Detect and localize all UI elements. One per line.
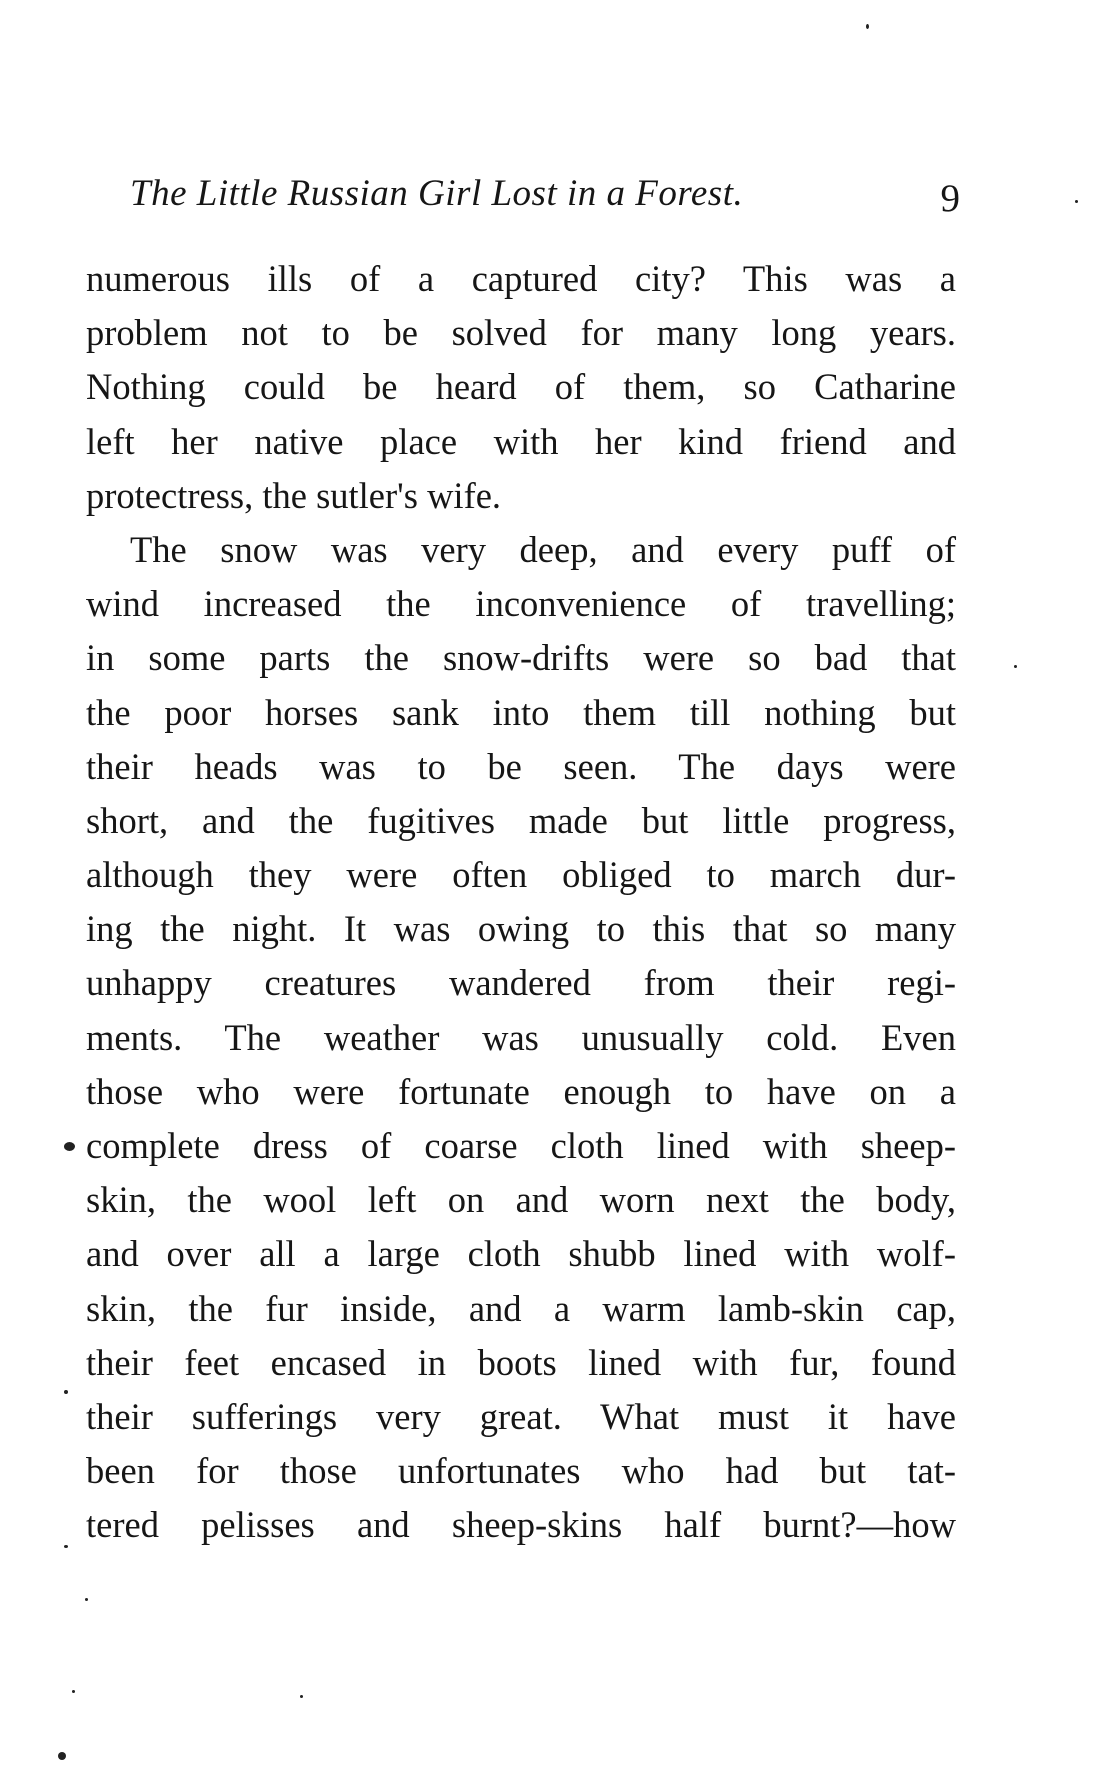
text-line: complete dress of coarse cloth lined with sheep- — [86, 1125, 956, 1166]
scan-speck — [866, 24, 869, 29]
text-line: their heads was to be seen. The days were — [86, 745, 956, 787]
scan-speck — [58, 1752, 66, 1760]
scan-speck — [64, 1545, 68, 1548]
text-line: their feet encased in boots lined with fur, found — [86, 1341, 956, 1383]
page-number: 9 — [940, 177, 960, 220]
text-line: wind increased the inconvenience of travelling; — [86, 583, 956, 625]
text-line: ing the night. It was owing to this that so many — [86, 908, 956, 950]
text-line: although they were often obliged to march dur- — [86, 854, 956, 896]
scan-speck — [85, 1598, 88, 1601]
scan-speck — [72, 1690, 75, 1693]
running-head — [130, 172, 960, 222]
text-line: their sufferings very great. What must it have — [86, 1395, 956, 1437]
text-line: problem not to be solved for many long years. — [86, 312, 956, 354]
text-line: The snow was very deep, and every puff of — [130, 528, 956, 570]
body-text — [86, 252, 956, 1553]
scan-speck — [64, 1390, 68, 1394]
scan-speck — [1014, 665, 1017, 668]
text-line: skin, the wool left on and worn next the body, — [86, 1179, 956, 1221]
text-line: those who were fortunate enough to have on a — [86, 1070, 956, 1112]
text-line: left her native place with her kind friend and — [86, 420, 956, 462]
text-line: the poor horses sank into them till nothing but — [86, 691, 956, 733]
scan-speck — [300, 1695, 303, 1698]
text-line: and over all a large cloth shubb lined with wolf- — [86, 1233, 956, 1275]
scan-speck — [64, 1142, 75, 1151]
text-line: been for those unfortunates who had but tat- — [86, 1450, 956, 1492]
text-line: short, and the fugitives made but little progress, — [86, 799, 956, 841]
text-line: ments. The weather was unusually cold. Even — [86, 1016, 956, 1058]
text-line: numerous ills of a captured city? This was a — [86, 258, 956, 299]
text-line: Nothing could be heard of them, so Catharine — [86, 366, 956, 408]
running-title: The Little Russian Girl Lost in a Forest. — [130, 173, 744, 214]
text-line: skin, the fur inside, and a warm lamb-skin cap, — [86, 1287, 956, 1329]
scan-speck — [1075, 200, 1078, 203]
text-line: protectress, the sutler's wife. — [86, 474, 502, 516]
text-line: unhappy creatures wandered from their regi- — [86, 962, 956, 1004]
text-line: tered pelisses and sheep-skins half burnt?—how — [86, 1504, 956, 1546]
text-line: in some parts the snow-drifts were so bad that — [86, 637, 956, 679]
